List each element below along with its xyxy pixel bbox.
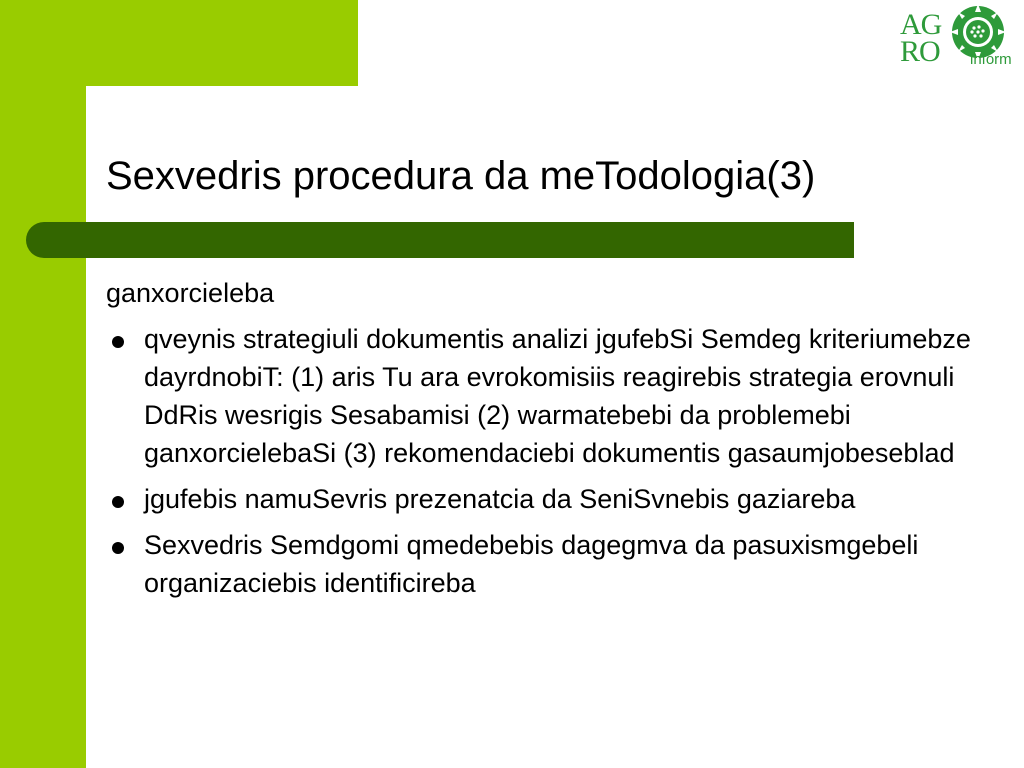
bullet-text: jgufebis namuSevris prezenatcia da SeniSvnebis gaziareba bbox=[144, 484, 856, 514]
logo-text-line2: RO bbox=[900, 35, 940, 68]
background-accent-left bbox=[0, 0, 86, 768]
bullet-item bbox=[106, 320, 1006, 472]
title-divider-bar bbox=[26, 222, 854, 258]
bullet-list bbox=[106, 320, 1006, 602]
bullet-item bbox=[106, 480, 1006, 518]
logo-text-suffix: inform bbox=[970, 51, 1012, 68]
slide-body bbox=[106, 274, 1006, 610]
slide-title: Sexvedris procedura da meTodologia(3) bbox=[106, 154, 816, 198]
bullet-dot-icon bbox=[112, 496, 124, 508]
logo-text-line1: AG bbox=[900, 8, 942, 41]
bullet-text: Sexvedris Semdgomi qmedebebis dagegmva da pasuxismgebeli organizaciebis identificireba bbox=[144, 530, 919, 598]
bullet-dot-icon bbox=[112, 336, 124, 348]
agroinform-logo bbox=[896, 4, 1024, 72]
intro-heading: ganxorcieleba bbox=[106, 278, 275, 308]
bullet-dot-icon bbox=[112, 542, 124, 554]
background-accent-top bbox=[0, 0, 358, 86]
bullet-text: qveynis strategiuli dokumentis analizi jgufebSi Semdeg kriteriumebze dayrdnobiT: (1) aris Tu ara evrokomisiis reagirebis strategia erovnuli DdRis wesrigis Sesabamisi (2) warmatebebi da problemebi ganxorcielebaSi (3) rekomendaciebi dokumentis gasaumjobeseblad bbox=[144, 324, 971, 468]
bullet-item bbox=[106, 526, 1006, 602]
